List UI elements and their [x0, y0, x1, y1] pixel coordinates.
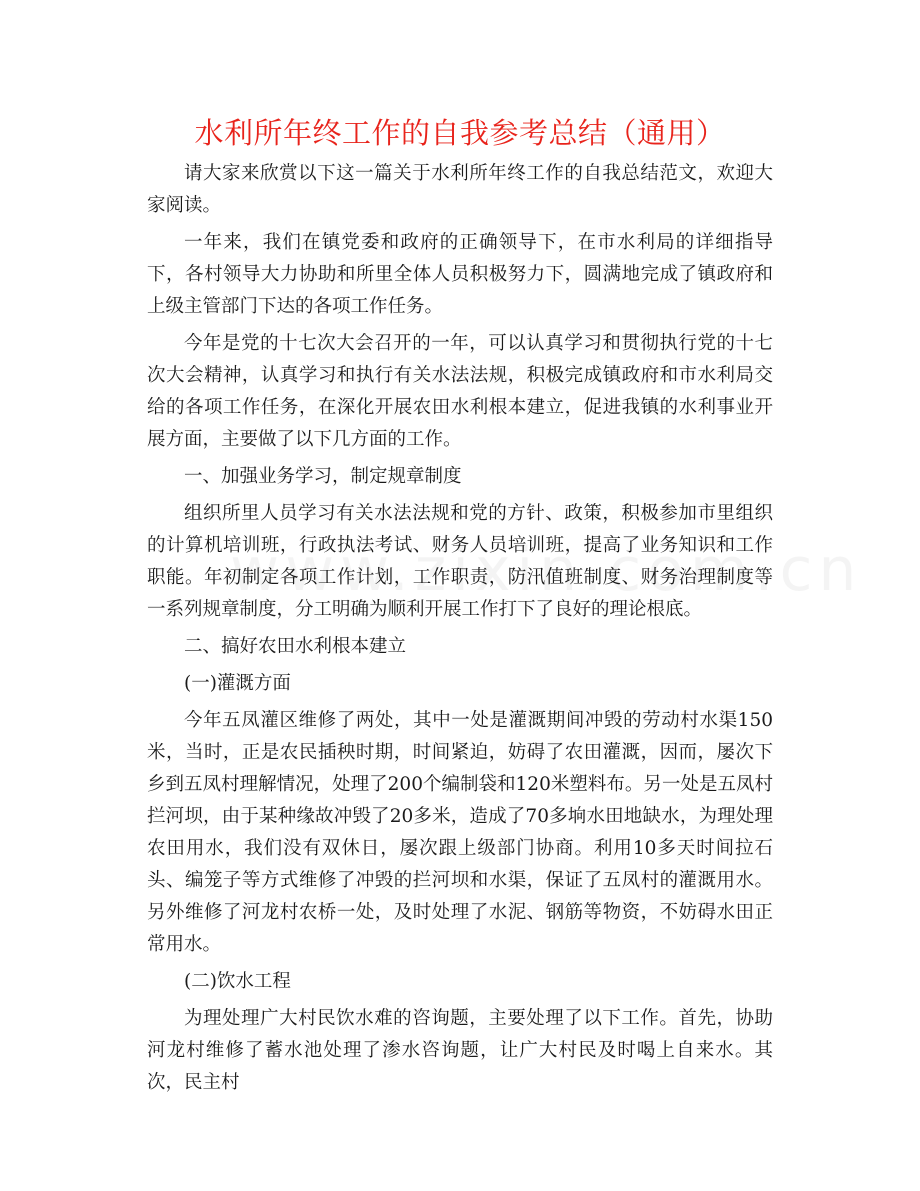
- subsection-heading-irrigation: (一)灌溉方面: [184, 673, 291, 694]
- subsection-heading-drinking-water: (二)饮水工程: [184, 971, 291, 992]
- paragraph-overview: 一年来，我们在镇党委和政府的正确领导下，在市水利局的详细指导下，各村领导大力协助和所里全体人员积极努力下，圆满地完成了镇政府和上级主管部门下达的各项工作任务。: [147, 232, 773, 317]
- paragraph-intro: 请大家来欣赏以下这一篇关于水利所年终工作的自我总结范文，欢迎大家阅读。: [147, 163, 773, 216]
- section-heading-1: 一、加强业务学习，制定规章制度: [184, 466, 462, 487]
- document-title: 水利所年终工作的自我参考总结（通用）: [194, 116, 726, 150]
- paragraph-this-year: 今年是党的十七次大会召开的一年，可以认真学习和贯彻执行党的十七次大会精神，认真学习和执行有关水法法规，积极完成镇政府和市水利局交给的各项工作任务，在深化开展农田水利根本建立，促进我镇的水利事业开展方面，主要做了以下几方面的工作。: [147, 333, 773, 450]
- section-heading-2: 二、搞好农田水利根本建立: [184, 636, 407, 657]
- paragraph-study: 组织所里人员学习有关水法法规和党的方针、政策，积极参加市里组织的计算机培训班，行政执法考试、财务人员培训班，提高了业务知识和工作职能。年初制定各项工作计划，工作职责，防汛值班制度、财务治理制度等一系列规章制度，分工明确为顺利开展工作打下了良好的理论根底。: [147, 503, 773, 620]
- paragraph-irrigation: 今年五凤灌区维修了两处，其中一处是灌溉期间冲毁的劳动村水渠150米，当时，正是农民插秧时期，时间紧迫，妨碍了农田灌溉，因而，屡次下乡到五凤村理解情况，处理了200个编制袋和120米塑料布。另一处是五凤村拦河坝，由于某种缘故冲毁了20多米，造成了70多垧水田地缺水，为理处理农田用水，我们没有双休日，屡次跟上级部门协商。利用10多天时间拉石头、编笼子等方式维修了冲毁的拦河坝和水渠，保证了五凤村的灌溉用水。另外维修了河龙村农桥一处，及时处理了水泥、钢筋等物资，不妨碍水田正常用水。: [147, 710, 773, 955]
- document-body: [147, 158, 773, 1099]
- paragraph-drinking-water: 为理处理广大村民饮水难的咨询题，主要处理了以下工作。首先，协助河龙村维修了蓄水池处理了渗水咨询题，让广大村民及时喝上自来水。其次，民主村: [147, 1008, 773, 1093]
